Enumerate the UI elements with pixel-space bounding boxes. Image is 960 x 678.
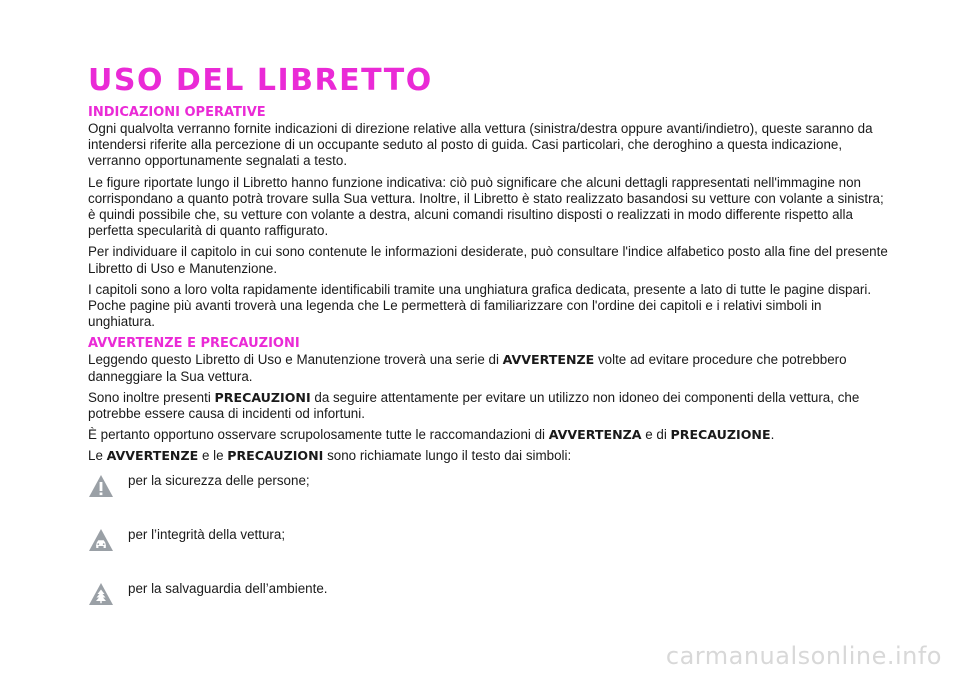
text-run: È pertanto opportuno osservare scrupolosamente tutte le raccomandazioni di [88,427,549,443]
paragraph: Per individuare il capitolo in cui sono contenute le informazioni desiderate, può consultare l'indice alfabetico posto alla fine del presente Libretto di Uso e Manutenzione. [88,244,888,276]
symbol-row-environment [88,581,888,627]
symbol-label: per la salvaguardia dell’ambiente. [128,580,328,596]
symbol-row-car [88,527,888,573]
bold-term: PRECAUZIONI [214,389,311,405]
text-run: Leggendo questo Libretto di Uso e Manutenzione troverà una serie di [88,352,503,368]
text-run: e di [641,427,671,443]
bold-term: PRECAUZIONE [670,427,771,443]
text-run: . [770,427,775,443]
warning-car-icon [88,527,114,553]
text-run: e le [198,448,228,464]
text-run: da seguire attentamente per evitare un utilizzo non idoneo dei componenti della vettura, che potrebbe essere causa di incidenti od infortuni. [88,389,860,422]
paragraph [88,427,888,443]
bold-term: AVVERTENZA [548,427,642,443]
bold-term: AVVERTENZE [502,352,595,368]
text-run: Le [88,448,107,464]
text-run: volte ad evitare procedure che potrebbero danneggiare la Sua vettura. [88,352,847,384]
page-title: USO DEL LIBRETTO [88,63,433,98]
manual-page [88,64,888,627]
text-run: Sono inoltre presenti [88,389,215,405]
paragraph [88,448,888,464]
paragraph [88,390,888,422]
section-heading-warnings: AVVERTENZE E PRECAUZIONI [88,336,300,352]
paragraph: Ogni qualvolta verranno fornite indicazioni di direzione relative alla vettura (sinistra/destra oppure avanti/indietro), queste saranno da intendersi riferite alla percezione di un occupante seduto al posto di guida. Casi particolari, che deroghino a questa indicazione, verranno opportunamente segnalati a testo. [88,121,873,169]
text-run: sono richiamate lungo il testo dai simboli: [323,448,572,464]
symbol-label: per la sicurezza delle persone; [128,472,310,488]
symbol-row-person [88,473,888,519]
paragraph [88,352,888,384]
warning-environment-icon [88,581,114,607]
paragraph: Le figure riportate lungo il Libretto hanno funzione indicativa: ciò può significare che alcuni dettagli rappresentati nell'immagine non corrispondano a quanto potrà trovare sulla Sua vettura. Inoltre, il Libretto è stato realizzato basandosi su vetture con volante a sinistra; è quindi possibile che, su vetture con volante a destra, alcuni comandi risultino disposti o realizzati in modo differente rispetto alla perfetta specularità di quanto raffigurato. [88,174,884,239]
section-heading-operative: INDICAZIONI OPERATIVE [88,105,266,120]
watermark: carmanualsonline.info [665,642,942,670]
symbol-label: per l’integrità della vettura; [128,526,286,542]
bold-term: AVVERTENZE [106,448,199,464]
paragraph: I capitoli sono a loro volta rapidamente identificabili tramite una unghiatura grafica dedicata, presente a lato di tutte le pagine dispari. Poche pagine più avanti troverà una legenda che Le permetterà di familiarizzare con l'ordine dei capitoli e i relativi simboli in unghiatura. [88,281,872,330]
bold-term: PRECAUZIONI [227,448,324,464]
warning-person-icon [88,473,114,499]
